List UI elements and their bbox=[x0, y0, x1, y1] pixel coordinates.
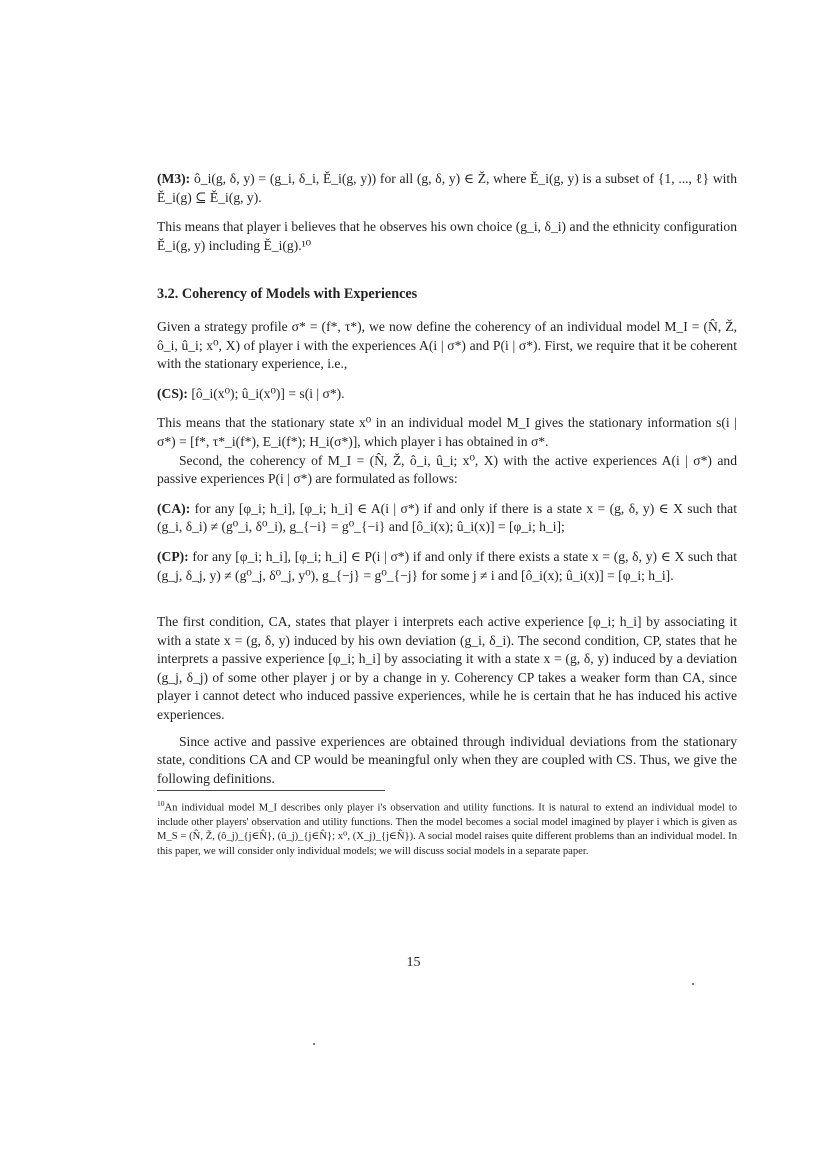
cs-label: (CS): bbox=[157, 385, 188, 401]
m3-explanation: This means that player i believes that he observes his own choice (g_i, δ_i) and the ethnicity configuration Ě_i(g, y) including Ě_i(g).¹⁰ bbox=[157, 219, 737, 253]
ca-text: for any [φ_i; h_i], [φ_i; h_i] ∈ A(i | σ*) if and only if there is a state x = (g, δ, y) ∈ X such that (g_i, δ_i) ≠ (g⁰_i, δ⁰_i), g_{−i} = g⁰_{−i} and [ô_i(x); û_i(x)] = [φ_i; h_i]; bbox=[157, 500, 737, 535]
m3-condition bbox=[157, 170, 737, 207]
footnote bbox=[157, 797, 737, 858]
footnote-text: An individual model M_I describes only player i's observation and utility functions. It is natural to extend an individual model to include other players' observation and utility functions. Then the model becomes a social model imagined by player i which is given as M_S = (N̂, Ž, (ô_j)_{j∈N̂}, (û_j)_{j∈N̂}; x⁰, (X_j)_{j∈N̂}). A social model raises quite different problems than an individual model. In this paper, we will consider only individual models; we will discuss social models in a separate paper. bbox=[157, 802, 737, 857]
cs-condition bbox=[157, 385, 737, 404]
second-paragraph: Second, the coherency of M_I = (N̂, Ž, ô_i, û_i; x⁰, X) with the active experiences A(i | σ*) and passive experiences P(i | σ*) are formulated as follows: bbox=[157, 452, 737, 487]
footnote-rule bbox=[157, 790, 385, 791]
first-condition-paragraph: The first condition, CA, states that player i interprets each active experience [φ_i; h_i] by associating it with a state x = (g, δ, y) induced by his own deviation (g_i, δ_i). The second condition, CP, states that he interprets a passive experience [φ_i; h_i] by associating it with a state x = (g, δ, y) induced by a deviation (g_j, δ_j) of some other player j or by a change in y. Coherency CP takes a weaker form than CA, since player i cannot detect who induced passive experiences, while he is certain that he has induced his active experiences. bbox=[157, 614, 737, 723]
since-paragraph: Since active and passive experiences are obtained through individual deviations from the stationary state, conditions CA and CP would be meaningful only when they are coupled with CS. Thus, we give the following definitions. bbox=[157, 733, 737, 786]
section-heading: 3.2. Coherency of Models with Experiences bbox=[157, 286, 418, 303]
cs-explanation: This means that the stationary state x⁰ in an individual model M_I gives the stationary information s(i | σ*) = [f*, τ*_i(f*), E_i(f*); H_i(σ*)], which player i has obtained in σ*. bbox=[157, 415, 737, 449]
cp-condition bbox=[157, 548, 737, 585]
scan-speck bbox=[313, 1043, 315, 1045]
ca-condition bbox=[157, 500, 737, 537]
cp-text: for any [φ_i; h_i], [φ_i; h_i] ∈ P(i | σ*) if and only if there exists a state x = (g, δ, y) ∈ X such that (g_j, δ_j, y) ≠ (g⁰_j, δ⁰_j, y⁰), g_{−j} = g⁰_{−j} for some j ≠ i and [ô_i(x); û_i(x)] = [φ_i; h_i]. bbox=[157, 548, 737, 583]
footnote-mark: 10 bbox=[157, 799, 165, 809]
section-intro: Given a strategy profile σ* = (f*, τ*), we now define the coherency of an individual model M_I = (N̂, Ž, ô_i, û_i; x⁰, X) of player i with the experiences A(i | σ*) and P(i | σ*). First, we require that it be coherent with the stationary experience, i.e., bbox=[157, 318, 737, 372]
cp-label: (CP): bbox=[157, 548, 189, 564]
paper-page bbox=[157, 170, 737, 859]
scan-speck bbox=[692, 983, 694, 985]
m3-text: ô_i(g, δ, y) = (g_i, δ_i, Ě_i(g, y)) for all (g, δ, y) ∈ Ž, where Ě_i(g, y) is a subset of {1, ..., ℓ} with Ě_i(g) ⊆ Ě_i(g, y). bbox=[157, 171, 737, 205]
page-number: 15 bbox=[406, 955, 421, 970]
cs-text: [ô_i(x⁰); û_i(x⁰)] = s(i | σ*). bbox=[191, 385, 345, 401]
ca-label: (CA): bbox=[157, 500, 191, 516]
m3-label: (M3): bbox=[157, 171, 191, 186]
